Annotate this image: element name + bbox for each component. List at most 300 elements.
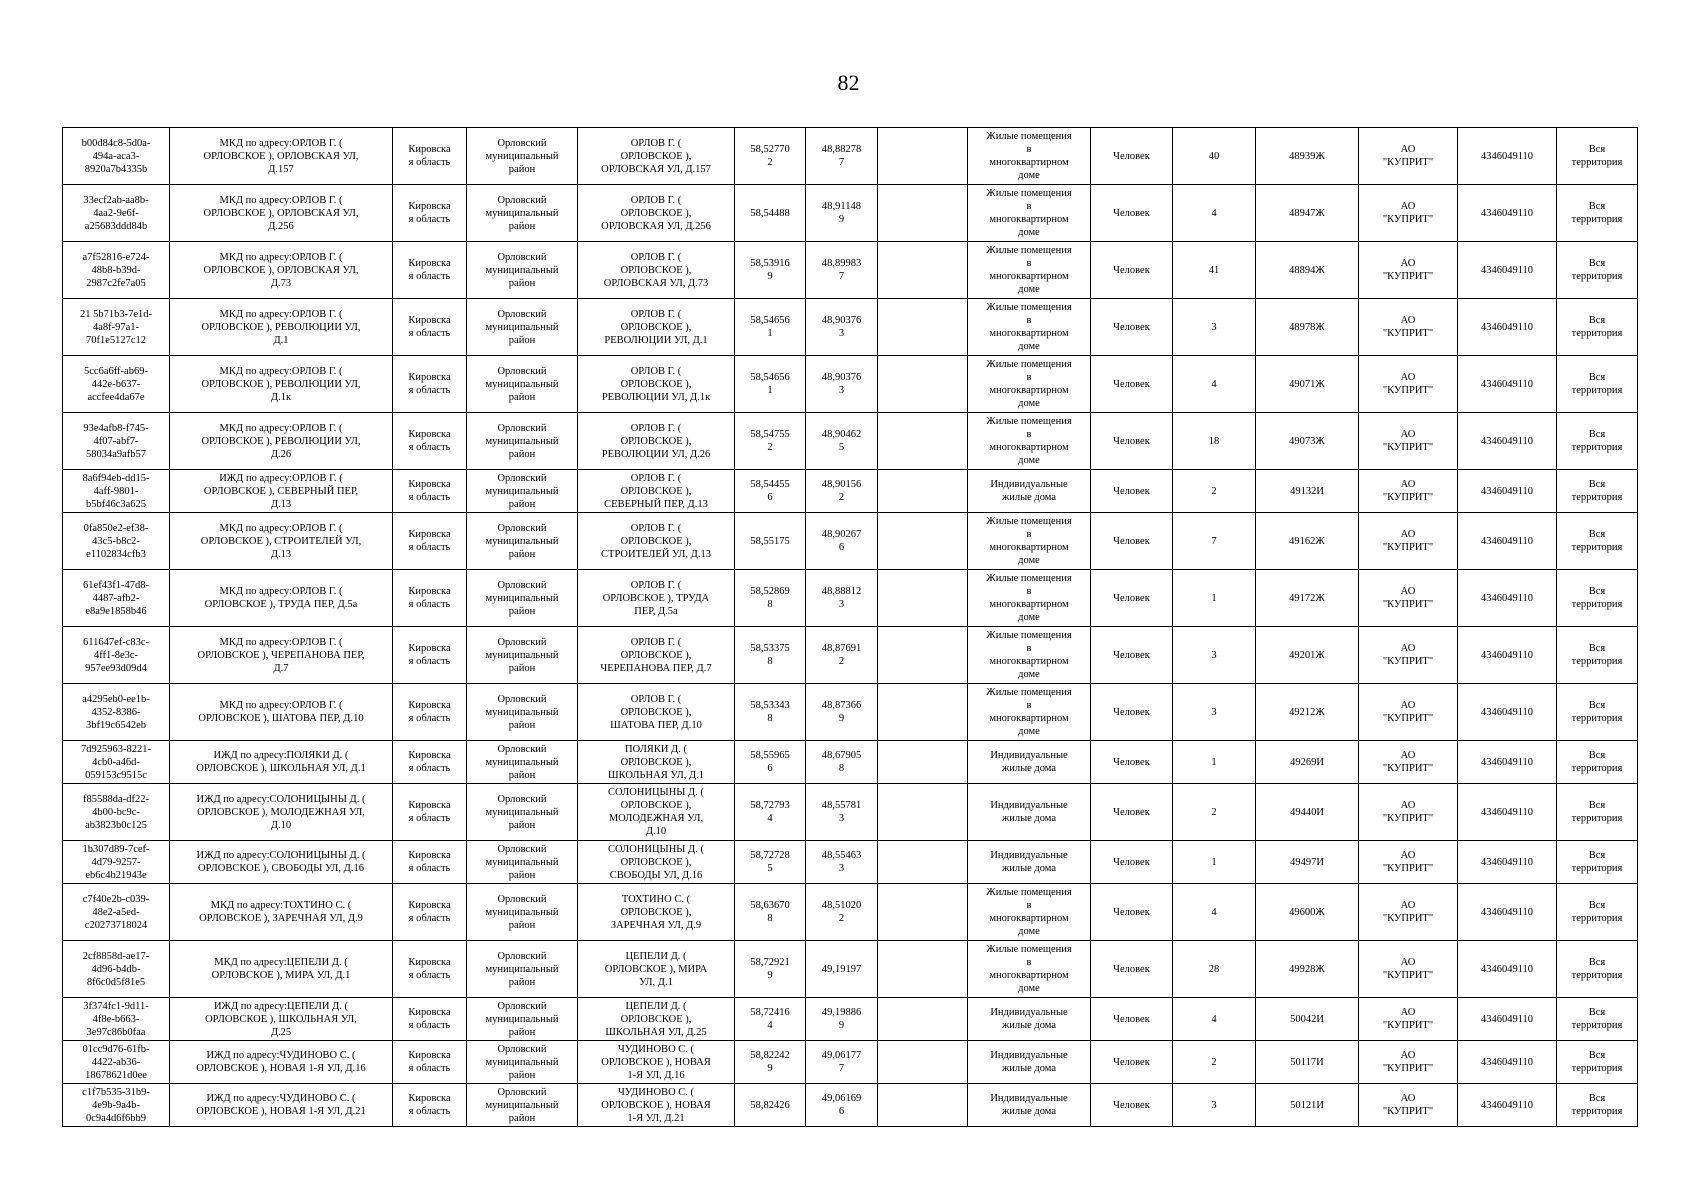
address-cell: ОРЛОВ Г. ( ОРЛОВСКОЕ ), ШАТОВА ПЕР, Д.10 (578, 684, 735, 741)
territory-cell: Вся территория (1557, 356, 1638, 413)
longitude-cell: 49,19197 (806, 941, 878, 998)
count-cell: 3 (1173, 627, 1256, 684)
unit-cell: Человек (1091, 413, 1173, 470)
address-cell: ЧУДИНОВО С. ( ОРЛОВСКОЕ ), НОВАЯ 1-Я УЛ, Д.21 (578, 1084, 735, 1127)
region-cell: Кировска я область (393, 128, 467, 185)
latitude-cell: 58,55175 (735, 513, 806, 570)
empty-cell (878, 1084, 968, 1127)
empty-cell (878, 242, 968, 299)
district-cell: Орловский муниципальный район (467, 741, 578, 784)
empty-cell (878, 684, 968, 741)
row-id-cell: b00d84c8-5d0a- 494a-aca3- 8920a7b4335b (63, 128, 170, 185)
region-cell: Кировска я область (393, 413, 467, 470)
table-row (63, 741, 1638, 784)
empty-cell (878, 784, 968, 841)
inn-cell: 4346049110 (1458, 784, 1557, 841)
unit-cell: Человек (1091, 884, 1173, 941)
district-cell: Орловский муниципальный район (467, 570, 578, 627)
organization-cell: АО "КУПРИТ" (1359, 413, 1458, 470)
count-cell: 1 (1173, 841, 1256, 884)
inn-cell: 4346049110 (1458, 413, 1557, 470)
table-row (63, 684, 1638, 741)
organization-cell: АО "КУПРИТ" (1359, 185, 1458, 242)
unit-cell: Человек (1091, 356, 1173, 413)
address-cell: ОРЛОВ Г. ( ОРЛОВСКОЕ ), ТРУДА ПЕР, Д.5а (578, 570, 735, 627)
empty-cell (878, 627, 968, 684)
latitude-cell: 58,82242 9 (735, 1041, 806, 1084)
code-cell: 49600Ж (1256, 884, 1359, 941)
empty-cell (878, 998, 968, 1041)
count-cell: 7 (1173, 513, 1256, 570)
category-cell: Жилые помещения в многоквартирном доме (968, 242, 1091, 299)
address-cell: ЦЕПЕЛИ Д. ( ОРЛОВСКОЕ ), ШКОЛЬНАЯ УЛ, Д.25 (578, 998, 735, 1041)
code-cell: 49172Ж (1256, 570, 1359, 627)
row-id-cell: 2cf8858d-ae17- 4d96-b4db- 8f6c0d5f81e5 (63, 941, 170, 998)
table-row (63, 1041, 1638, 1084)
address-cell: ОРЛОВ Г. ( ОРЛОВСКОЕ ), ОРЛОВСКАЯ УЛ, Д.157 (578, 128, 735, 185)
latitude-cell: 58,52770 2 (735, 128, 806, 185)
count-cell: 4 (1173, 998, 1256, 1041)
category-cell: Жилые помещения в многоквартирном доме (968, 627, 1091, 684)
count-cell: 2 (1173, 784, 1256, 841)
table-row (63, 185, 1638, 242)
inn-cell: 4346049110 (1458, 998, 1557, 1041)
organization-cell: АО "КУПРИТ" (1359, 884, 1458, 941)
category-cell: Жилые помещения в многоквартирном доме (968, 570, 1091, 627)
longitude-cell: 49,19886 9 (806, 998, 878, 1041)
longitude-cell: 48,90376 3 (806, 299, 878, 356)
district-cell: Орловский муниципальный район (467, 884, 578, 941)
territory-cell: Вся территория (1557, 784, 1638, 841)
empty-cell (878, 884, 968, 941)
category-cell: Индивидуальные жилые дома (968, 1041, 1091, 1084)
count-cell: 2 (1173, 1041, 1256, 1084)
region-cell: Кировска я область (393, 470, 467, 513)
longitude-cell: 48,87691 2 (806, 627, 878, 684)
latitude-cell: 58,54656 1 (735, 356, 806, 413)
object-name-cell: МКД по адресу:ОРЛОВ Г. ( ОРЛОВСКОЕ ), СТРОИТЕЛЕЙ УЛ, Д.13 (170, 513, 393, 570)
longitude-cell: 48,91148 9 (806, 185, 878, 242)
object-name-cell: МКД по адресу:ТОХТИНО С. ( ОРЛОВСКОЕ ), ЗАРЕЧНАЯ УЛ, Д.9 (170, 884, 393, 941)
longitude-cell: 48,87366 9 (806, 684, 878, 741)
object-name-cell: ИЖД по адресу:ОРЛОВ Г. ( ОРЛОВСКОЕ ), СЕВЕРНЫЙ ПЕР, Д.13 (170, 470, 393, 513)
row-id-cell: 01cc9d76-61fb- 4422-ab36- 18678621d0ee (63, 1041, 170, 1084)
latitude-cell: 58,72728 5 (735, 841, 806, 884)
code-cell: 48939Ж (1256, 128, 1359, 185)
code-cell: 50117И (1256, 1041, 1359, 1084)
district-cell: Орловский муниципальный район (467, 1041, 578, 1084)
organization-cell: АО "КУПРИТ" (1359, 513, 1458, 570)
unit-cell: Человек (1091, 1084, 1173, 1127)
object-name-cell: ИЖД по адресу:СОЛОНИЦЫНЫ Д. ( ОРЛОВСКОЕ ), СВОБОДЫ УЛ, Д.16 (170, 841, 393, 884)
address-cell: СОЛОНИЦЫНЫ Д. ( ОРЛОВСКОЕ ), СВОБОДЫ УЛ, Д.16 (578, 841, 735, 884)
organization-cell: АО "КУПРИТ" (1359, 784, 1458, 841)
territory-cell: Вся территория (1557, 299, 1638, 356)
row-id-cell: 0fa850e2-ef38- 43c5-b8c2- e1102834cfb3 (63, 513, 170, 570)
code-cell: 50042И (1256, 998, 1359, 1041)
row-id-cell: 5cc6a6ff-ab69- 442e-b637- accfee4da67e (63, 356, 170, 413)
longitude-cell: 48,90267 6 (806, 513, 878, 570)
row-id-cell: 7d925963-8221- 4cb0-a46d- 059153c9515c (63, 741, 170, 784)
code-cell: 49132И (1256, 470, 1359, 513)
table-row (63, 513, 1638, 570)
territory-cell: Вся территория (1557, 741, 1638, 784)
inn-cell: 4346049110 (1458, 1084, 1557, 1127)
latitude-cell: 58,53916 9 (735, 242, 806, 299)
code-cell: 49201Ж (1256, 627, 1359, 684)
territory-cell: Вся территория (1557, 684, 1638, 741)
object-name-cell: МКД по адресу:ОРЛОВ Г. ( ОРЛОВСКОЕ ), ТРУДА ПЕР, Д.5а (170, 570, 393, 627)
district-cell: Орловский муниципальный район (467, 941, 578, 998)
registry-rows (63, 128, 1638, 1127)
unit-cell: Человек (1091, 128, 1173, 185)
unit-cell: Человек (1091, 513, 1173, 570)
code-cell: 49073Ж (1256, 413, 1359, 470)
category-cell: Жилые помещения в многоквартирном доме (968, 684, 1091, 741)
district-cell: Орловский муниципальный район (467, 684, 578, 741)
code-cell: 49928Ж (1256, 941, 1359, 998)
organization-cell: АО "КУПРИТ" (1359, 1041, 1458, 1084)
table-row (63, 570, 1638, 627)
latitude-cell: 58,54755 2 (735, 413, 806, 470)
inn-cell: 4346049110 (1458, 1041, 1557, 1084)
empty-cell (878, 841, 968, 884)
code-cell: 49071Ж (1256, 356, 1359, 413)
inn-cell: 4346049110 (1458, 299, 1557, 356)
category-cell: Индивидуальные жилые дома (968, 998, 1091, 1041)
region-cell: Кировска я область (393, 1084, 467, 1127)
latitude-cell: 58,82426 (735, 1084, 806, 1127)
category-cell: Жилые помещения в многоквартирном доме (968, 128, 1091, 185)
category-cell: Индивидуальные жилые дома (968, 784, 1091, 841)
longitude-cell: 48,90156 2 (806, 470, 878, 513)
category-cell: Индивидуальные жилые дома (968, 841, 1091, 884)
address-cell: ТОХТИНО С. ( ОРЛОВСКОЕ ), ЗАРЕЧНАЯ УЛ, Д.9 (578, 884, 735, 941)
code-cell: 49497И (1256, 841, 1359, 884)
row-id-cell: 8a6f94eb-dd15- 4aff-9801- b5bf46c3a625 (63, 470, 170, 513)
table-row (63, 299, 1638, 356)
table-row (63, 1084, 1638, 1127)
object-name-cell: ИЖД по адресу:ПОЛЯКИ Д. ( ОРЛОВСКОЕ ), ШКОЛЬНАЯ УЛ, Д.1 (170, 741, 393, 784)
address-cell: ОРЛОВ Г. ( ОРЛОВСКОЕ ), ЧЕРЕПАНОВА ПЕР, Д.7 (578, 627, 735, 684)
row-id-cell: 61ef43f1-47d8- 4487-afb2- e8a9e1858b46 (63, 570, 170, 627)
region-cell: Кировска я область (393, 570, 467, 627)
region-cell: Кировска я область (393, 356, 467, 413)
object-name-cell: МКД по адресу:ОРЛОВ Г. ( ОРЛОВСКОЕ ), РЕВОЛЮЦИИ УЛ, Д.1 (170, 299, 393, 356)
category-cell: Жилые помещения в многоквартирном доме (968, 884, 1091, 941)
count-cell: 4 (1173, 185, 1256, 242)
count-cell: 28 (1173, 941, 1256, 998)
row-id-cell: 1b307d89-7cef- 4d79-9257- eb6c4b21943e (63, 841, 170, 884)
address-cell: ПОЛЯКИ Д. ( ОРЛОВСКОЕ ), ШКОЛЬНАЯ УЛ, Д.1 (578, 741, 735, 784)
object-name-cell: МКД по адресу:ОРЛОВ Г. ( ОРЛОВСКОЕ ), ОРЛОВСКАЯ УЛ, Д.73 (170, 242, 393, 299)
inn-cell: 4346049110 (1458, 242, 1557, 299)
organization-cell: АО "КУПРИТ" (1359, 841, 1458, 884)
longitude-cell: 48,88278 7 (806, 128, 878, 185)
territory-cell: Вся территория (1557, 185, 1638, 242)
district-cell: Орловский муниципальный район (467, 513, 578, 570)
region-cell: Кировска я область (393, 513, 467, 570)
count-cell: 3 (1173, 1084, 1256, 1127)
inn-cell: 4346049110 (1458, 841, 1557, 884)
address-cell: ЧУДИНОВО С. ( ОРЛОВСКОЕ ), НОВАЯ 1-Я УЛ, Д.16 (578, 1041, 735, 1084)
code-cell: 49269И (1256, 741, 1359, 784)
table-row (63, 470, 1638, 513)
row-id-cell: c7f40e2b-c039- 48e2-a5ed- c20273718024 (63, 884, 170, 941)
category-cell: Жилые помещения в многоквартирном доме (968, 356, 1091, 413)
territory-cell: Вся территория (1557, 841, 1638, 884)
inn-cell: 4346049110 (1458, 884, 1557, 941)
region-cell: Кировска я область (393, 299, 467, 356)
count-cell: 3 (1173, 299, 1256, 356)
inn-cell: 4346049110 (1458, 185, 1557, 242)
count-cell: 40 (1173, 128, 1256, 185)
category-cell: Индивидуальные жилые дома (968, 741, 1091, 784)
row-id-cell: c1f7b535-31b9- 4e9b-9a4b- 0c9a4d6f6bb9 (63, 1084, 170, 1127)
unit-cell: Человек (1091, 627, 1173, 684)
row-id-cell: 33ecf2ab-aa8b- 4aa2-9e6f- a25683ddd84b (63, 185, 170, 242)
table-row (63, 356, 1638, 413)
category-cell: Жилые помещения в многоквартирном доме (968, 513, 1091, 570)
code-cell: 49440И (1256, 784, 1359, 841)
organization-cell: АО "КУПРИТ" (1359, 1084, 1458, 1127)
organization-cell: АО "КУПРИТ" (1359, 242, 1458, 299)
longitude-cell: 48,90462 5 (806, 413, 878, 470)
category-cell: Жилые помещения в многоквартирном доме (968, 413, 1091, 470)
territory-cell: Вся территория (1557, 1041, 1638, 1084)
region-cell: Кировска я область (393, 684, 467, 741)
territory-cell: Вся территория (1557, 1084, 1638, 1127)
inn-cell: 4346049110 (1458, 513, 1557, 570)
district-cell: Орловский муниципальный район (467, 841, 578, 884)
table-row (63, 242, 1638, 299)
organization-cell: АО "КУПРИТ" (1359, 128, 1458, 185)
count-cell: 1 (1173, 570, 1256, 627)
territory-cell: Вся территория (1557, 128, 1638, 185)
inn-cell: 4346049110 (1458, 627, 1557, 684)
region-cell: Кировска я область (393, 185, 467, 242)
region-cell: Кировска я область (393, 627, 467, 684)
object-name-cell: МКД по адресу:ОРЛОВ Г. ( ОРЛОВСКОЕ ), РЕВОЛЮЦИИ УЛ, Д.26 (170, 413, 393, 470)
region-cell: Кировска я область (393, 998, 467, 1041)
latitude-cell: 58,54488 (735, 185, 806, 242)
code-cell: 48894Ж (1256, 242, 1359, 299)
longitude-cell: 48,89983 7 (806, 242, 878, 299)
unit-cell: Человек (1091, 784, 1173, 841)
object-name-cell: МКД по адресу:ОРЛОВ Г. ( ОРЛОВСКОЕ ), РЕВОЛЮЦИИ УЛ, Д.1к (170, 356, 393, 413)
district-cell: Орловский муниципальный район (467, 998, 578, 1041)
empty-cell (878, 185, 968, 242)
code-cell: 48947Ж (1256, 185, 1359, 242)
table-row (63, 128, 1638, 185)
longitude-cell: 48,67905 8 (806, 741, 878, 784)
object-name-cell: ИЖД по адресу:СОЛОНИЦЫНЫ Д. ( ОРЛОВСКОЕ ), МОЛОДЕЖНАЯ УЛ, Д.10 (170, 784, 393, 841)
address-cell: СОЛОНИЦЫНЫ Д. ( ОРЛОВСКОЕ ), МОЛОДЕЖНАЯ УЛ, Д.10 (578, 784, 735, 841)
latitude-cell: 58,54656 1 (735, 299, 806, 356)
unit-cell: Человек (1091, 299, 1173, 356)
unit-cell: Человек (1091, 470, 1173, 513)
count-cell: 2 (1173, 470, 1256, 513)
unit-cell: Человек (1091, 185, 1173, 242)
district-cell: Орловский муниципальный район (467, 470, 578, 513)
category-cell: Жилые помещения в многоквартирном доме (968, 185, 1091, 242)
address-cell: ОРЛОВ Г. ( ОРЛОВСКОЕ ), РЕВОЛЮЦИИ УЛ, Д.1 (578, 299, 735, 356)
district-cell: Орловский муниципальный район (467, 185, 578, 242)
territory-cell: Вся территория (1557, 627, 1638, 684)
table-row (63, 941, 1638, 998)
district-cell: Орловский муниципальный район (467, 242, 578, 299)
table-row (63, 413, 1638, 470)
inn-cell: 4346049110 (1458, 941, 1557, 998)
address-cell: ОРЛОВ Г. ( ОРЛОВСКОЕ ), РЕВОЛЮЦИИ УЛ, Д.1к (578, 356, 735, 413)
unit-cell: Человек (1091, 570, 1173, 627)
unit-cell: Человек (1091, 684, 1173, 741)
count-cell: 41 (1173, 242, 1256, 299)
organization-cell: АО "КУПРИТ" (1359, 356, 1458, 413)
longitude-cell: 48,55781 3 (806, 784, 878, 841)
empty-cell (878, 741, 968, 784)
table-row (63, 627, 1638, 684)
count-cell: 1 (1173, 741, 1256, 784)
territory-cell: Вся территория (1557, 941, 1638, 998)
inn-cell: 4346049110 (1458, 356, 1557, 413)
latitude-cell: 58,63670 8 (735, 884, 806, 941)
row-id-cell: a4295eb0-ee1b- 4352-8386- 3bf19c6542eb (63, 684, 170, 741)
object-name-cell: МКД по адресу:ОРЛОВ Г. ( ОРЛОВСКОЕ ), ЧЕРЕПАНОВА ПЕР, Д.7 (170, 627, 393, 684)
address-cell: ЦЕПЕЛИ Д. ( ОРЛОВСКОЕ ), МИРА УЛ, Д.1 (578, 941, 735, 998)
row-id-cell: 611647ef-c83c- 4ff1-8e3c- 957ee93d09d4 (63, 627, 170, 684)
territory-cell: Вся территория (1557, 998, 1638, 1041)
object-name-cell: ИЖД по адресу:ЧУДИНОВО С. ( ОРЛОВСКОЕ ), НОВАЯ 1-Я УЛ, Д.21 (170, 1084, 393, 1127)
latitude-cell: 58,55965 6 (735, 741, 806, 784)
organization-cell: АО "КУПРИТ" (1359, 299, 1458, 356)
table-row (63, 998, 1638, 1041)
latitude-cell: 58,72921 9 (735, 941, 806, 998)
longitude-cell: 48,51020 2 (806, 884, 878, 941)
unit-cell: Человек (1091, 1041, 1173, 1084)
unit-cell: Человек (1091, 841, 1173, 884)
district-cell: Орловский муниципальный район (467, 627, 578, 684)
region-cell: Кировска я область (393, 242, 467, 299)
address-cell: ОРЛОВ Г. ( ОРЛОВСКОЕ ), СТРОИТЕЛЕЙ УЛ, Д.13 (578, 513, 735, 570)
organization-cell: АО "КУПРИТ" (1359, 998, 1458, 1041)
count-cell: 18 (1173, 413, 1256, 470)
category-cell: Жилые помещения в многоквартирном доме (968, 299, 1091, 356)
inn-cell: 4346049110 (1458, 741, 1557, 784)
object-name-cell: ИЖД по адресу:ЧУДИНОВО С. ( ОРЛОВСКОЕ ), НОВАЯ 1-Я УЛ, Д.16 (170, 1041, 393, 1084)
empty-cell (878, 299, 968, 356)
region-cell: Кировска я область (393, 941, 467, 998)
category-cell: Индивидуальные жилые дома (968, 1084, 1091, 1127)
empty-cell (878, 356, 968, 413)
longitude-cell: 49,06169 6 (806, 1084, 878, 1127)
district-cell: Орловский муниципальный район (467, 784, 578, 841)
inn-cell: 4346049110 (1458, 470, 1557, 513)
longitude-cell: 48,88812 3 (806, 570, 878, 627)
row-id-cell: 21 5b71b3-7e1d- 4a8f-97a1- 70f1e5127c12 (63, 299, 170, 356)
region-cell: Кировска я область (393, 884, 467, 941)
empty-cell (878, 128, 968, 185)
object-name-cell: ИЖД по адресу:ЦЕПЕЛИ Д. ( ОРЛОВСКОЕ ), ШКОЛЬНАЯ УЛ, Д.25 (170, 998, 393, 1041)
unit-cell: Человек (1091, 941, 1173, 998)
region-cell: Кировска я область (393, 841, 467, 884)
unit-cell: Человек (1091, 242, 1173, 299)
row-id-cell: 3f374fc1-9d11- 4f8e-b663- 3e97c86b0faa (63, 998, 170, 1041)
empty-cell (878, 941, 968, 998)
unit-cell: Человек (1091, 998, 1173, 1041)
code-cell: 50121И (1256, 1084, 1359, 1127)
territory-cell: Вся территория (1557, 413, 1638, 470)
organization-cell: АО "КУПРИТ" (1359, 470, 1458, 513)
territory-cell: Вся территория (1557, 242, 1638, 299)
category-cell: Индивидуальные жилые дома (968, 470, 1091, 513)
latitude-cell: 58,72416 4 (735, 998, 806, 1041)
organization-cell: АО "КУПРИТ" (1359, 627, 1458, 684)
latitude-cell: 58,52869 8 (735, 570, 806, 627)
inn-cell: 4346049110 (1458, 128, 1557, 185)
empty-cell (878, 413, 968, 470)
table-row (63, 784, 1638, 841)
page-number: 82 (837, 70, 860, 95)
empty-cell (878, 570, 968, 627)
district-cell: Орловский муниципальный район (467, 1084, 578, 1127)
organization-cell: АО "КУПРИТ" (1359, 684, 1458, 741)
category-cell: Жилые помещения в многоквартирном доме (968, 941, 1091, 998)
row-id-cell: f85588da-df22- 4b00-bc9c- ab3823b0c125 (63, 784, 170, 841)
organization-cell: АО "КУПРИТ" (1359, 570, 1458, 627)
object-name-cell: МКД по адресу:ОРЛОВ Г. ( ОРЛОВСКОЕ ), ОРЛОВСКАЯ УЛ, Д.157 (170, 128, 393, 185)
longitude-cell: 48,55463 3 (806, 841, 878, 884)
registry-table (62, 127, 1638, 1127)
district-cell: Орловский муниципальный район (467, 299, 578, 356)
district-cell: Орловский муниципальный район (467, 356, 578, 413)
territory-cell: Вся территория (1557, 884, 1638, 941)
territory-cell: Вся территория (1557, 470, 1638, 513)
region-cell: Кировска я область (393, 1041, 467, 1084)
longitude-cell: 49,06177 7 (806, 1041, 878, 1084)
latitude-cell: 58,72793 4 (735, 784, 806, 841)
unit-cell: Человек (1091, 741, 1173, 784)
organization-cell: АО "КУПРИТ" (1359, 741, 1458, 784)
code-cell: 49162Ж (1256, 513, 1359, 570)
inn-cell: 4346049110 (1458, 570, 1557, 627)
district-cell: Орловский муниципальный район (467, 128, 578, 185)
address-cell: ОРЛОВ Г. ( ОРЛОВСКОЕ ), СЕВЕРНЫЙ ПЕР, Д.13 (578, 470, 735, 513)
count-cell: 3 (1173, 684, 1256, 741)
object-name-cell: МКД по адресу:ЦЕПЕЛИ Д. ( ОРЛОВСКОЕ ), МИРА УЛ, Д.1 (170, 941, 393, 998)
object-name-cell: МКД по адресу:ОРЛОВ Г. ( ОРЛОВСКОЕ ), ОРЛОВСКАЯ УЛ, Д.256 (170, 185, 393, 242)
code-cell: 49212Ж (1256, 684, 1359, 741)
latitude-cell: 58,53343 8 (735, 684, 806, 741)
address-cell: ОРЛОВ Г. ( ОРЛОВСКОЕ ), ОРЛОВСКАЯ УЛ, Д.256 (578, 185, 735, 242)
table-row (63, 884, 1638, 941)
address-cell: ОРЛОВ Г. ( ОРЛОВСКОЕ ), ОРЛОВСКАЯ УЛ, Д.73 (578, 242, 735, 299)
count-cell: 4 (1173, 356, 1256, 413)
inn-cell: 4346049110 (1458, 684, 1557, 741)
empty-cell (878, 1041, 968, 1084)
region-cell: Кировска я область (393, 784, 467, 841)
table-row (63, 841, 1638, 884)
code-cell: 48978Ж (1256, 299, 1359, 356)
region-cell: Кировска я область (393, 741, 467, 784)
count-cell: 4 (1173, 884, 1256, 941)
address-cell: ОРЛОВ Г. ( ОРЛОВСКОЕ ), РЕВОЛЮЦИИ УЛ, Д.26 (578, 413, 735, 470)
row-id-cell: 93e4afb8-f745- 4f07-abf7- 58034a9afb57 (63, 413, 170, 470)
latitude-cell: 58,53375 8 (735, 627, 806, 684)
territory-cell: Вся территория (1557, 513, 1638, 570)
object-name-cell: МКД по адресу:ОРЛОВ Г. ( ОРЛОВСКОЕ ), ШАТОВА ПЕР, Д.10 (170, 684, 393, 741)
district-cell: Орловский муниципальный район (467, 413, 578, 470)
